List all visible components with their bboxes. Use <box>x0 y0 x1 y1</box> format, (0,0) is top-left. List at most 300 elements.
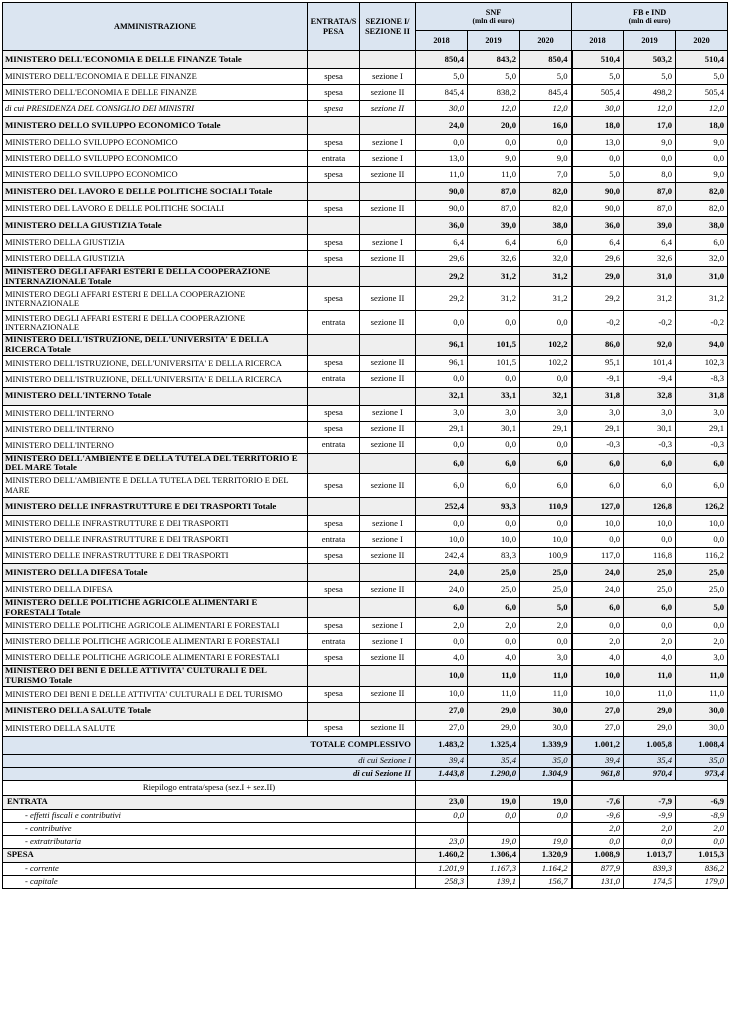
amministrazione-cell: MINISTERO DELLE INFRASTRUTTURE E DEI TRASPORTI Totale <box>3 498 308 516</box>
value-cell: 12,0 <box>468 101 520 117</box>
value-cell: -0,3 <box>624 437 676 453</box>
summary-value: 139,1 <box>468 875 520 888</box>
summary-label: - capitale <box>3 875 416 888</box>
value-cell: -0,2 <box>676 311 728 335</box>
value-cell: 24,0 <box>572 582 624 598</box>
value-cell: 36,0 <box>572 217 624 235</box>
sezione-cell <box>360 564 416 582</box>
value-cell: 510,4 <box>572 51 624 69</box>
summary-body <box>3 795 728 888</box>
value-cell: 38,0 <box>520 217 572 235</box>
summary-value: 0,0 <box>416 809 468 822</box>
amministrazione-cell: MINISTERO DELLA GIUSTIZIA <box>3 251 308 267</box>
value-cell: 39,0 <box>468 217 520 235</box>
amministrazione-cell: MINISTERO DELLE INFRASTRUTTURE E DEI TRASPORTI <box>3 532 308 548</box>
value-cell: 30,0 <box>520 720 572 736</box>
value-cell: 505,4 <box>572 85 624 101</box>
value-cell: 10,0 <box>572 516 624 532</box>
value-cell: 83,3 <box>468 548 520 564</box>
sezione-cell <box>360 335 416 355</box>
value-cell: 6,0 <box>572 474 624 498</box>
table-row <box>3 287 728 311</box>
entrata-spesa-cell: entrata <box>308 151 360 167</box>
table-row <box>3 686 728 702</box>
table-row <box>3 532 728 548</box>
value-cell: 11,0 <box>624 686 676 702</box>
sezione-cell <box>360 598 416 618</box>
value-cell: 31,2 <box>520 267 572 287</box>
total-value: 1.339,9 <box>520 736 572 754</box>
value-cell: 850,4 <box>520 51 572 69</box>
header-snf <box>416 3 572 31</box>
ministry-total-row <box>3 335 728 355</box>
subtotal-value: 39,4 <box>572 754 624 767</box>
amministrazione-cell: MINISTERO DELLO SVILUPPO ECONOMICO Totale <box>3 117 308 135</box>
amministrazione-cell: MINISTERO DELLA SALUTE <box>3 720 308 736</box>
sezione-cell: sezione I <box>360 405 416 421</box>
value-cell: 92,0 <box>624 335 676 355</box>
amministrazione-cell: MINISTERO DELLE POLITICHE AGRICOLE ALIMENTARI E FORESTALI <box>3 650 308 666</box>
value-cell: 2,0 <box>624 634 676 650</box>
value-cell: 82,0 <box>676 201 728 217</box>
sezione-cell: sezione II <box>360 355 416 371</box>
table-row <box>3 371 728 387</box>
value-cell: 32,6 <box>468 251 520 267</box>
value-cell: 29,1 <box>416 421 468 437</box>
value-cell: 25,0 <box>520 564 572 582</box>
summary-value: -9,6 <box>572 809 624 822</box>
entrata-spesa-cell: spesa <box>308 355 360 371</box>
amministrazione-cell: MINISTERO DEI BENI E DELLE ATTIVITA' CULTURALI E DEL TURISMO Totale <box>3 666 308 686</box>
value-cell: 32,6 <box>624 251 676 267</box>
summary-value: 0,0 <box>676 835 728 848</box>
value-cell: 3,0 <box>572 405 624 421</box>
summary-value: 19,0 <box>520 795 572 809</box>
summary-value <box>520 822 572 835</box>
ministry-total-row <box>3 666 728 686</box>
summary-row <box>3 862 728 875</box>
value-cell: 6,0 <box>624 474 676 498</box>
summary-value: 23,0 <box>416 835 468 848</box>
value-cell: 4,0 <box>416 650 468 666</box>
table-row <box>3 618 728 634</box>
value-cell: 7,0 <box>520 167 572 183</box>
value-cell: 29,6 <box>416 251 468 267</box>
total-row <box>3 736 728 754</box>
header-year: 2019 <box>468 31 520 51</box>
summary-value: -6,9 <box>676 795 728 809</box>
sezione-cell: sezione II <box>360 251 416 267</box>
table-row <box>3 437 728 453</box>
table-row <box>3 235 728 251</box>
value-cell: -8,3 <box>676 371 728 387</box>
value-cell: 29,0 <box>624 720 676 736</box>
value-cell: 101,5 <box>468 335 520 355</box>
value-cell: 3,0 <box>416 405 468 421</box>
value-cell: 10,0 <box>416 666 468 686</box>
value-cell: 6,0 <box>468 453 520 473</box>
value-cell: 0,0 <box>468 135 520 151</box>
value-cell: 12,0 <box>624 101 676 117</box>
entrata-spesa-cell <box>308 564 360 582</box>
entrata-spesa-cell <box>308 183 360 201</box>
value-cell: 30,0 <box>676 702 728 720</box>
sezione-cell <box>360 498 416 516</box>
value-cell: 117,0 <box>572 548 624 564</box>
summary-title-row <box>3 780 728 795</box>
amministrazione-cell: MINISTERO DELLA SALUTE Totale <box>3 702 308 720</box>
value-cell: 25,0 <box>520 582 572 598</box>
value-cell: 30,0 <box>676 720 728 736</box>
sezione-cell <box>360 453 416 473</box>
value-cell: 10,0 <box>416 686 468 702</box>
value-cell: 6,0 <box>520 474 572 498</box>
value-cell: 31,2 <box>520 287 572 311</box>
value-cell: 127,0 <box>572 498 624 516</box>
header-amministrazione: AMMINISTRAZIONE <box>3 3 308 51</box>
summary-label: - effetti fiscali e contributivi <box>3 809 416 822</box>
entrata-spesa-cell <box>308 117 360 135</box>
value-cell: 29,2 <box>572 287 624 311</box>
header-year: 2019 <box>624 31 676 51</box>
sezione-cell: sezione I <box>360 634 416 650</box>
amministrazione-cell: MINISTERO DEL LAVORO E DELLE POLITICHE SOCIALI <box>3 201 308 217</box>
summary-value: 174,5 <box>624 875 676 888</box>
value-cell: 30,0 <box>416 101 468 117</box>
amministrazione-cell: MINISTERO DELL'ECONOMIA E DELLE FINANZE Totale <box>3 51 308 69</box>
value-cell: 2,0 <box>572 634 624 650</box>
summary-value: 1.167,3 <box>468 862 520 875</box>
value-cell: 498,2 <box>624 85 676 101</box>
value-cell: 3,0 <box>624 405 676 421</box>
summary-label: SPESA <box>3 848 416 862</box>
value-cell: 2,0 <box>676 634 728 650</box>
value-cell: 87,0 <box>468 201 520 217</box>
value-cell: 0,0 <box>676 618 728 634</box>
value-cell: 5,0 <box>520 598 572 618</box>
amministrazione-cell: MINISTERO DELL'INTERNO <box>3 437 308 453</box>
subtotal-value: 39,4 <box>416 754 468 767</box>
value-cell: 0,0 <box>468 437 520 453</box>
value-cell: 6,0 <box>520 235 572 251</box>
value-cell: 5,0 <box>416 69 468 85</box>
value-cell: 11,0 <box>416 167 468 183</box>
value-cell: 510,4 <box>676 51 728 69</box>
value-cell: 6,0 <box>572 453 624 473</box>
value-cell: 29,1 <box>676 421 728 437</box>
totals-section <box>3 736 728 795</box>
table-row <box>3 548 728 564</box>
summary-value: -7,6 <box>572 795 624 809</box>
table-row <box>3 650 728 666</box>
value-cell: 82,0 <box>676 183 728 201</box>
value-cell: 5,0 <box>520 69 572 85</box>
value-cell: 10,0 <box>676 516 728 532</box>
sezione-cell: sezione II <box>360 85 416 101</box>
sezione-cell <box>360 387 416 405</box>
value-cell: 4,0 <box>572 650 624 666</box>
summary-value: 23,0 <box>416 795 468 809</box>
entrata-spesa-cell: spesa <box>308 421 360 437</box>
value-cell: 101,4 <box>624 355 676 371</box>
summary-title-spacer <box>416 780 572 795</box>
value-cell: 29,6 <box>572 251 624 267</box>
ministry-total-row <box>3 498 728 516</box>
entrata-spesa-cell: spesa <box>308 101 360 117</box>
value-cell: 0,0 <box>416 371 468 387</box>
value-cell: 6,0 <box>520 453 572 473</box>
value-cell: 24,0 <box>416 117 468 135</box>
sezione-cell: sezione I <box>360 516 416 532</box>
entrata-spesa-cell <box>308 453 360 473</box>
value-cell: 29,0 <box>468 702 520 720</box>
ministry-total-row <box>3 387 728 405</box>
value-cell: 31,8 <box>572 387 624 405</box>
value-cell: 0,0 <box>416 516 468 532</box>
value-cell: 31,2 <box>468 267 520 287</box>
value-cell: 0,0 <box>572 532 624 548</box>
table-body <box>3 51 728 737</box>
summary-title-spacer <box>572 780 728 795</box>
summary-value: 836,2 <box>676 862 728 875</box>
value-cell: 90,0 <box>572 183 624 201</box>
entrata-spesa-cell <box>308 387 360 405</box>
value-cell: 5,0 <box>572 167 624 183</box>
value-cell: 94,0 <box>676 335 728 355</box>
value-cell: 252,4 <box>416 498 468 516</box>
amministrazione-cell: MINISTERO DELLE POLITICHE AGRICOLE ALIMENTARI E FORESTALI <box>3 618 308 634</box>
summary-value: 1.013,7 <box>624 848 676 862</box>
sezione-cell <box>360 51 416 69</box>
value-cell: 6,0 <box>416 474 468 498</box>
amministrazione-cell: MINISTERO DELL'INTERNO Totale <box>3 387 308 405</box>
summary-value: 2,0 <box>572 822 624 835</box>
value-cell: 9,0 <box>520 151 572 167</box>
value-cell: -0,2 <box>624 311 676 335</box>
amministrazione-cell: MINISTERO DEGLI AFFARI ESTERI E DELLA COOPERAZIONE INTERNAZIONALE <box>3 287 308 311</box>
value-cell: 3,0 <box>676 650 728 666</box>
value-cell: 6,0 <box>676 453 728 473</box>
value-cell: 8,0 <box>624 167 676 183</box>
summary-value: 19,0 <box>520 835 572 848</box>
value-cell: 126,2 <box>676 498 728 516</box>
entrata-spesa-cell: spesa <box>308 167 360 183</box>
summary-row <box>3 809 728 822</box>
value-cell: 27,0 <box>416 720 468 736</box>
value-cell: 6,0 <box>624 598 676 618</box>
value-cell: 0,0 <box>416 135 468 151</box>
sezione-cell: sezione II <box>360 101 416 117</box>
summary-label: - contributive <box>3 822 416 835</box>
value-cell: 33,1 <box>468 387 520 405</box>
ministry-total-row <box>3 217 728 235</box>
ministry-total-row <box>3 564 728 582</box>
entrata-spesa-cell: spesa <box>308 405 360 421</box>
value-cell: 0,0 <box>676 532 728 548</box>
value-cell: 17,0 <box>624 117 676 135</box>
summary-label: - corrente <box>3 862 416 875</box>
value-cell: 0,0 <box>676 151 728 167</box>
value-cell: 0,0 <box>520 437 572 453</box>
value-cell: 0,0 <box>572 618 624 634</box>
entrata-spesa-cell <box>308 666 360 686</box>
summary-value: 179,0 <box>676 875 728 888</box>
total-value: 1.325,4 <box>468 736 520 754</box>
value-cell: 30,1 <box>468 421 520 437</box>
value-cell: 6,0 <box>676 235 728 251</box>
table-row <box>3 151 728 167</box>
entrata-spesa-cell: spesa <box>308 201 360 217</box>
value-cell: 5,0 <box>676 69 728 85</box>
table-row <box>3 582 728 598</box>
table-row <box>3 355 728 371</box>
summary-row <box>3 835 728 848</box>
value-cell: 5,0 <box>624 69 676 85</box>
value-cell: 90,0 <box>572 201 624 217</box>
subtotal-label: di cui Sezione I <box>3 754 416 767</box>
ministry-total-row <box>3 117 728 135</box>
value-cell: 31,0 <box>624 267 676 287</box>
value-cell: 0,0 <box>416 311 468 335</box>
subtotal-value: 35,4 <box>468 754 520 767</box>
value-cell: 11,0 <box>676 666 728 686</box>
value-cell: 29,1 <box>520 421 572 437</box>
amministrazione-cell: MINISTERO DEL LAVORO E DELLE POLITICHE SOCIALI Totale <box>3 183 308 201</box>
value-cell: 6,4 <box>468 235 520 251</box>
entrata-spesa-cell: entrata <box>308 437 360 453</box>
value-cell: 6,0 <box>416 598 468 618</box>
subtotal-value: 35,4 <box>624 754 676 767</box>
amministrazione-cell: MINISTERO DELLO SVILUPPO ECONOMICO <box>3 135 308 151</box>
entrata-spesa-cell: spesa <box>308 235 360 251</box>
value-cell: 5,0 <box>468 69 520 85</box>
amministrazione-cell: MINISTERO DELL'ISTRUZIONE, DELL'UNIVERSITA' E DELLA RICERCA Totale <box>3 335 308 355</box>
value-cell: 116,2 <box>676 548 728 564</box>
value-cell: -0,3 <box>676 437 728 453</box>
sezione-cell: sezione II <box>360 287 416 311</box>
sezione-cell: sezione II <box>360 437 416 453</box>
amministrazione-cell: MINISTERO DELLA DIFESA <box>3 582 308 598</box>
subtotal-row <box>3 754 728 767</box>
value-cell: 505,4 <box>676 85 728 101</box>
entrata-spesa-cell: spesa <box>308 582 360 598</box>
value-cell: 25,0 <box>676 564 728 582</box>
value-cell: 11,0 <box>468 686 520 702</box>
sezione-cell <box>360 666 416 686</box>
summary-value: 877,9 <box>572 862 624 875</box>
value-cell: 102,2 <box>520 335 572 355</box>
amministrazione-cell: MINISTERO DELLE INFRASTRUTTURE E DEI TRASPORTI <box>3 516 308 532</box>
entrata-spesa-cell: spesa <box>308 650 360 666</box>
entrata-spesa-cell <box>308 267 360 287</box>
sezione-cell: sezione II <box>360 421 416 437</box>
header-sezione: SEZIONE I/ SEZIONE II <box>360 3 416 51</box>
subtotal-value: 970,4 <box>624 767 676 780</box>
summary-value: 0,0 <box>520 809 572 822</box>
table-header <box>3 3 728 51</box>
entrata-spesa-cell: spesa <box>308 135 360 151</box>
summary-label: - extratributaria <box>3 835 416 848</box>
value-cell: 3,0 <box>520 405 572 421</box>
subtotal-row <box>3 767 728 780</box>
value-cell: 11,0 <box>468 666 520 686</box>
summary-value: 0,0 <box>572 835 624 848</box>
table-row <box>3 634 728 650</box>
subtotal-value: 35,0 <box>520 754 572 767</box>
sezione-cell: sezione I <box>360 235 416 251</box>
summary-value: -7,9 <box>624 795 676 809</box>
sezione-cell: sezione II <box>360 650 416 666</box>
value-cell: 29,0 <box>572 267 624 287</box>
amministrazione-cell: MINISTERO DELL'ISTRUZIONE, DELL'UNIVERSITA' E DELLA RICERCA <box>3 371 308 387</box>
table-row <box>3 69 728 85</box>
value-cell: 86,0 <box>572 335 624 355</box>
ministry-total-row <box>3 51 728 69</box>
value-cell: 31,2 <box>468 287 520 311</box>
entrata-spesa-cell: spesa <box>308 287 360 311</box>
value-cell: 29,1 <box>572 421 624 437</box>
value-cell: 29,0 <box>468 720 520 736</box>
value-cell: 25,0 <box>468 582 520 598</box>
value-cell: 116,8 <box>624 548 676 564</box>
value-cell: 845,4 <box>520 85 572 101</box>
ministry-total-row <box>3 267 728 287</box>
value-cell: 10,0 <box>520 532 572 548</box>
value-cell: 39,0 <box>624 217 676 235</box>
value-cell: 32,1 <box>416 387 468 405</box>
value-cell: 95,1 <box>572 355 624 371</box>
entrata-spesa-cell: spesa <box>308 474 360 498</box>
amministrazione-cell: MINISTERO DELLO SVILUPPO ECONOMICO <box>3 151 308 167</box>
header-entrata-spesa: ENTRATA/S PESA <box>308 3 360 51</box>
subtotal-value: 1.304,9 <box>520 767 572 780</box>
value-cell: 9,0 <box>468 151 520 167</box>
subtotal-value: 35,0 <box>676 754 728 767</box>
sezione-cell: sezione II <box>360 371 416 387</box>
sezione-cell: sezione II <box>360 686 416 702</box>
budget-table-container <box>2 2 727 889</box>
header-fb-title: FB e IND <box>632 7 667 17</box>
sezione-cell <box>360 217 416 235</box>
entrata-spesa-cell <box>308 498 360 516</box>
value-cell: 96,1 <box>416 335 468 355</box>
value-cell: 503,2 <box>624 51 676 69</box>
value-cell: 24,0 <box>416 582 468 598</box>
summary-value: 2,0 <box>676 822 728 835</box>
value-cell: 0,0 <box>520 371 572 387</box>
subtotal-value: 973,4 <box>676 767 728 780</box>
sezione-cell: sezione II <box>360 167 416 183</box>
entrata-spesa-cell: spesa <box>308 720 360 736</box>
value-cell: 6,4 <box>572 235 624 251</box>
value-cell: 32,0 <box>676 251 728 267</box>
value-cell: 11,0 <box>624 666 676 686</box>
value-cell: 27,0 <box>416 702 468 720</box>
value-cell: 0,0 <box>468 516 520 532</box>
sezione-cell: sezione II <box>360 201 416 217</box>
amministrazione-cell: MINISTERO DELL'INTERNO <box>3 421 308 437</box>
sezione-cell: sezione II <box>360 474 416 498</box>
summary-value: 19,0 <box>468 795 520 809</box>
summary-value <box>468 822 520 835</box>
entrata-spesa-cell: entrata <box>308 311 360 335</box>
table-row <box>3 720 728 736</box>
value-cell: 16,0 <box>520 117 572 135</box>
entrata-spesa-cell: spesa <box>308 85 360 101</box>
entrata-spesa-cell: entrata <box>308 532 360 548</box>
ministry-total-row <box>3 183 728 201</box>
summary-value: 839,3 <box>624 862 676 875</box>
